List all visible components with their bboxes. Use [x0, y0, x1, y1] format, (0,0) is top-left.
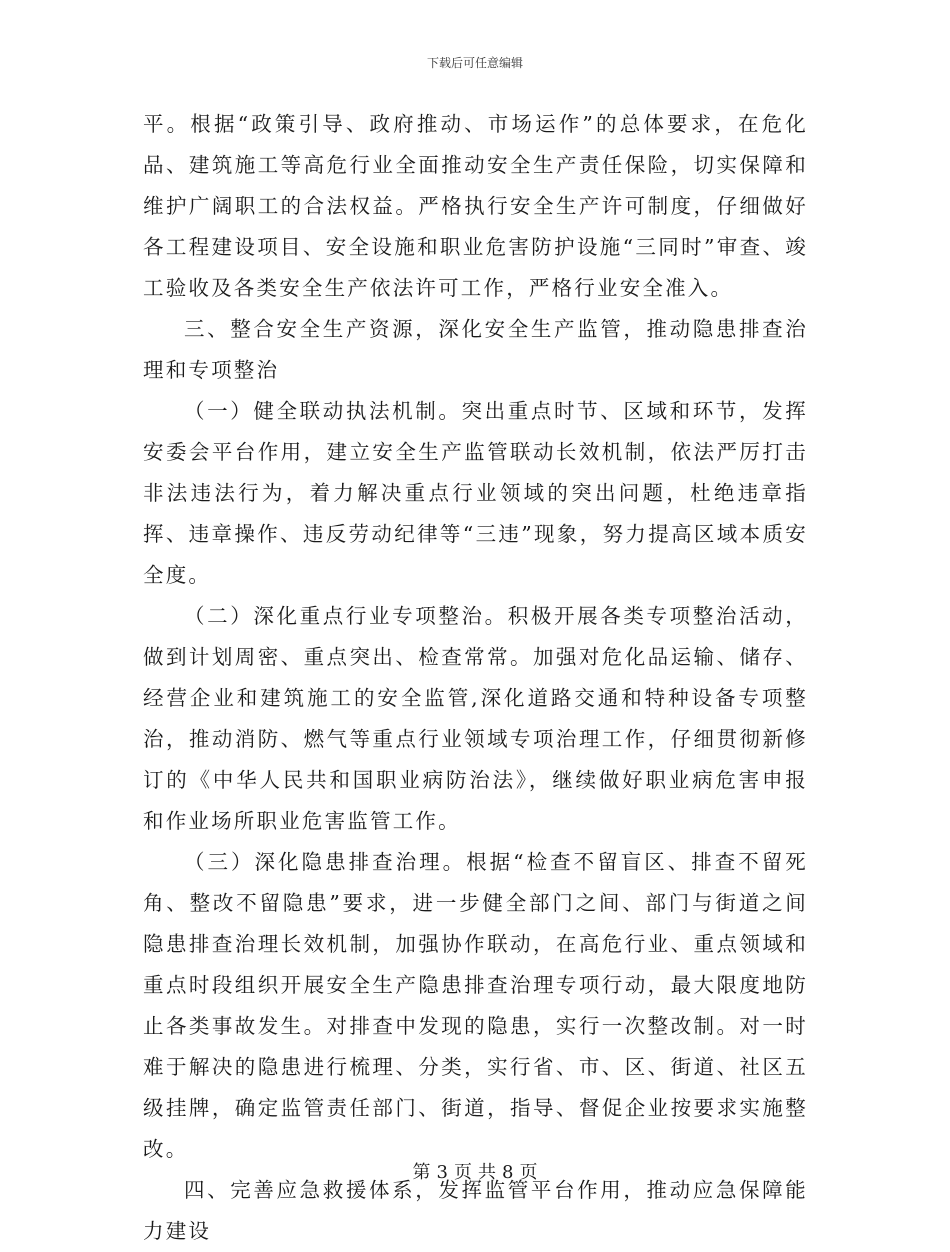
section-heading-4: 四、完善应急救援体系，发挥监管平台作用，推动应急保障能力建设: [143, 1178, 808, 1243]
paragraph-special-rectification: （二）深化重点行业专项整治。积极开展各类专项整治活动，做到计划周密、重点突出、检查常常。加强对危化品运输、储存、经营企业和建筑施工的安全监管,深化道路交通和特种设备专项整治，推动消防、燃气等重点行业领域专项治理工作，仔细贯彻新修订的《中华人民共和国职业病防治法》，继续做好职业病危害申报和作业场所职业危害监管工作。: [143, 604, 808, 833]
footer-total-pages: 8: [502, 1162, 514, 1183]
section-heading-3: 三、整合安全生产资源，深化安全生产监管，推动隐患排查治理和专项整治: [143, 317, 808, 382]
document-body: [143, 104, 808, 1252]
footer-suffix: 页: [519, 1162, 538, 1183]
footer-prefix: 第: [412, 1162, 431, 1183]
footer-total-word: 共: [478, 1162, 496, 1183]
footer-page-word: 页: [454, 1162, 472, 1183]
paragraph-joint-enforcement: （一）健全联动执法机制。突出重点时节、区域和环节，发挥安委会平台作用，建立安全生产监管联动长效机制，依法严厉打击非法违法行为，着力解决重点行业领域的突出问题，杜绝违章指挥、违章操作、违反劳动纪律等“三违”现象，努力提高区域本质安全度。: [143, 399, 808, 587]
paragraph-hazard-investigation: （三）深化隐患排查治理。根据“检查不留盲区、排查不留死角、整改不留隐患”要求，进一步健全部门之间、部门与街道之间隐患排查治理长效机制，加强协作联动，在高危行业、重点领域和重点时段组织开展安全生产隐患排查治理专项行动，最大限度地防止各类事故发生。对排查中发现的隐患，实行一次整改制。对一时难于解决的隐患进行梳理、分类，实行省、市、区、街道、社区五级挂牌，确定监管责任部门、街道，指导、督促企业按要求实施整改。: [143, 850, 808, 1161]
page-footer: [0, 1158, 950, 1184]
page-header-note: 下载后可任意编辑: [426, 56, 523, 70]
footer-current-page: 3: [436, 1162, 448, 1183]
paragraph-continuation: 平。根据“政策引导、政府推动、市场运作”的总体要求，在危化品、建筑施工等高危行业全面推动安全生产责任保险，切实保障和维护广阔职工的合法权益。严格执行安全生产许可制度，仔细做好各工程建设项目、安全设施和职业危害防护设施“三同时”审查、竣工验收及各类安全生产依法许可工作，严格行业安全准入。: [143, 112, 808, 300]
